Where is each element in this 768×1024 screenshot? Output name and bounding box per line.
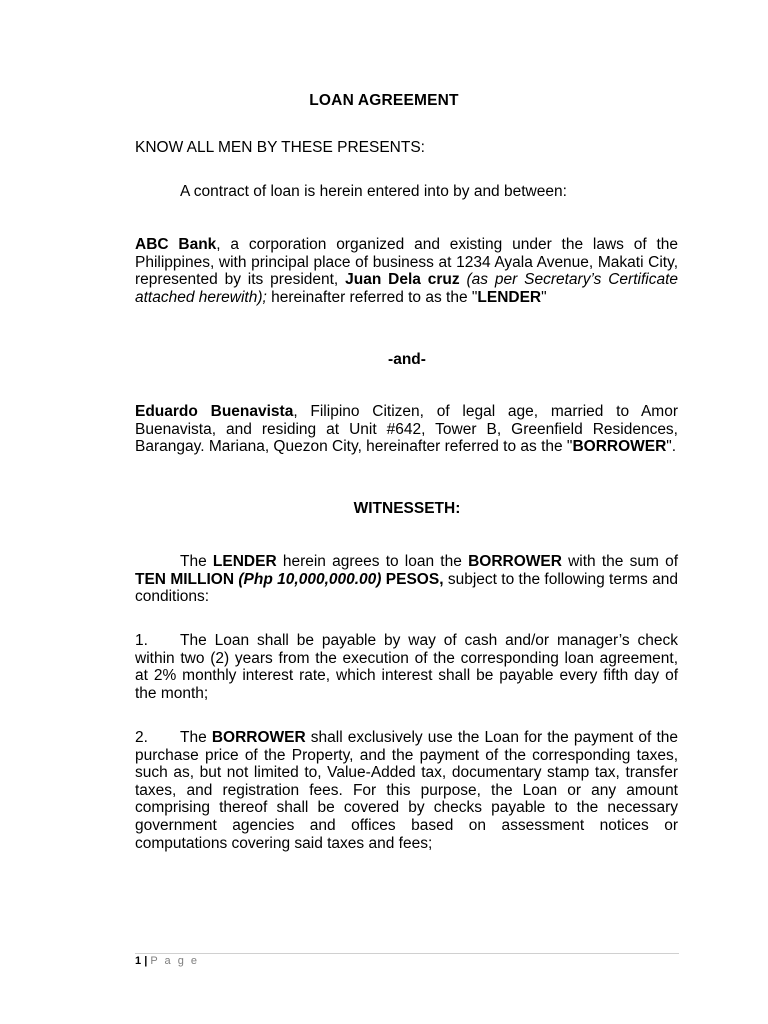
lender-text-2: hereinafter referred to as the " bbox=[266, 288, 478, 306]
clause-2 bbox=[135, 729, 678, 852]
lender-president: Juan Dela cruz bbox=[345, 271, 460, 289]
amount-number: (Php 10,000,000.00) bbox=[238, 570, 382, 588]
terms-lender: LENDER bbox=[212, 553, 277, 570]
clause-1-text: The Loan shall be payable by way of cash and/or manager’s check within two (2) years from the execution of the corresponding loan agreement, at 2% monthly interest rate, which interest shall be payable every fifth day of the month; bbox=[135, 632, 678, 702]
amount-words: TEN MILLION bbox=[135, 570, 235, 588]
clause-1 bbox=[135, 632, 678, 702]
amount-pesos: PESOS, bbox=[385, 570, 444, 588]
lender-name: ABC Bank bbox=[135, 236, 217, 253]
lender-role: LENDER bbox=[477, 288, 542, 306]
lender-text-3: " bbox=[541, 288, 547, 306]
witnesseth-heading: WITNESSETH: bbox=[353, 500, 461, 517]
borrower-name: Eduardo Buenavista bbox=[135, 403, 294, 420]
lender-certificate: (as per Secretary’s Certificate attached herewith); bbox=[135, 271, 679, 306]
borrower-role: BORROWER bbox=[572, 438, 667, 456]
clause-2-text-1: The bbox=[180, 729, 212, 746]
borrower-paragraph bbox=[135, 403, 678, 456]
terms-text-4: subject to the following terms and conditions: bbox=[135, 570, 679, 606]
clause-2-text-2: shall exclusively use the Loan for the payment of the purchase price of the Property, and the payment of the corresponding taxes, such as, but not limited to, Value-Added tax, documentary stamp tax, transfer taxes, and registration fees. For this purpose, the Loan or any amount comprising thereof shall be covered by checks payable to the necessary government agencies and offices based on assessment notices or computations covering said taxes and fees; bbox=[135, 729, 679, 852]
lender-text-1: , a corporation organized and existing under the laws of the Philippines, with principal place of business at 1234 Ayala Avenue, Makati City, represented by its president, bbox=[135, 236, 678, 289]
footer-divider bbox=[135, 953, 679, 954]
borrower-text-2: ". bbox=[666, 438, 677, 456]
clause-1-number: 1. bbox=[135, 632, 148, 649]
terms-text-3: with the sum of bbox=[561, 553, 679, 570]
contract-line: A contract of loan is herein entered into by and between: bbox=[180, 183, 567, 200]
page-number: 1 bbox=[135, 955, 142, 967]
terms-text-1: The bbox=[180, 553, 213, 570]
page-word: P a g e bbox=[150, 955, 199, 967]
intro-line: KNOW ALL MEN BY THESE PRESENTS: bbox=[135, 139, 425, 156]
terms-paragraph bbox=[135, 553, 678, 606]
page-footer bbox=[135, 955, 199, 967]
clause-2-borrower: BORROWER bbox=[211, 729, 306, 746]
clause-2-number: 2. bbox=[135, 729, 148, 746]
lender-paragraph bbox=[135, 236, 678, 306]
terms-borrower: BORROWER bbox=[468, 553, 562, 570]
borrower-text-1: , Filipino Citizen, of legal age, married to Amor Buenavista, and residing at Unit #642, Tower B, Greenfield Residences, Barangay. Mariana, Quezon City, hereinafter referred to as the " bbox=[135, 403, 678, 456]
document-title: LOAN AGREEMENT bbox=[309, 92, 459, 109]
page-separator: | bbox=[144, 955, 148, 967]
terms-text-2: herein agrees to loan the bbox=[276, 553, 469, 570]
and-separator: -and- bbox=[388, 351, 426, 368]
